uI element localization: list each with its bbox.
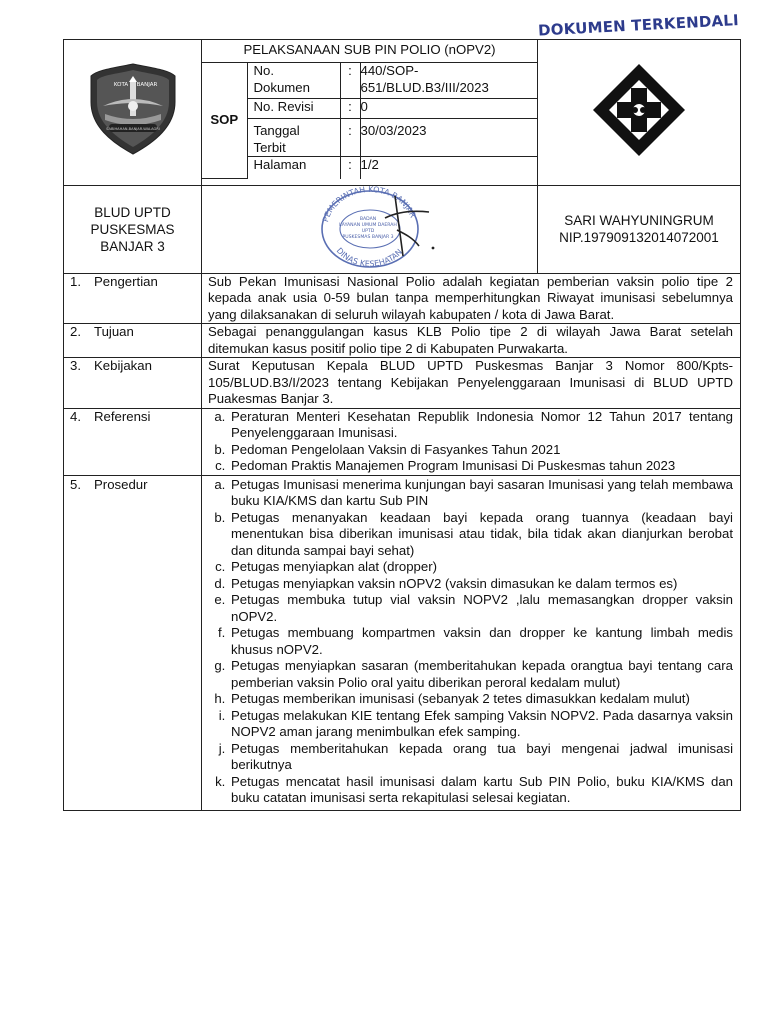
doc-number-label: No. Dokumen	[247, 63, 340, 99]
doc-number-value: 440/SOP-651/BLUD.B3/III/2023	[360, 63, 537, 99]
sop-table	[63, 39, 741, 811]
separator: :	[340, 157, 360, 179]
issue-date-label: Tanggal Terbit	[247, 119, 340, 157]
section-number: 3.	[70, 358, 81, 373]
svg-text:LAYANAN UMUM DAERAH: LAYANAN UMUM DAERAH	[338, 223, 397, 228]
procedure-list	[202, 477, 740, 807]
list-item: e. Petugas membuka tutup vial vaksin NOPV2 ,lalu memasangkan dropper vaksin nOPV2.	[229, 592, 733, 625]
city-emblem-logo	[83, 62, 183, 158]
section-text: Sebagai penanggulangan kasus KLB Polio tipe 2 di wilayah Jawa Barat setelah ditemukan kasus positif polio tipe 2 di Kabupaten Purwakarta.	[202, 324, 741, 358]
section-number: 4.	[70, 408, 81, 424]
list-item: b. Pedoman Pengelolaan Vaksin di Fasyankes Tahun 2021	[229, 442, 733, 459]
list-item: f. Petugas membuang kompartmen vaksin dan dropper ke kantung limbah medis khusus nOPV2.	[229, 625, 733, 658]
svg-text:BADAN: BADAN	[359, 217, 376, 222]
issue-date-value: 30/03/2023	[360, 119, 537, 157]
puskesmas-cross-logo	[589, 60, 689, 160]
section-number: 1.	[70, 273, 81, 289]
document-info-table	[202, 40, 537, 179]
svg-text:BANJAR: BANJAR	[136, 82, 157, 89]
sop-title: PELAKSANAAN SUB PIN POLIO (nOPV2)	[202, 40, 537, 63]
svg-text:KOTA: KOTA	[113, 82, 128, 89]
list-item: a. Petugas Imunisasi menerima kunjungan bayi sasaran Imunisasi yang telah membawa buku KIA/KMS dan kartu Sub PIN	[229, 477, 733, 510]
section-label: Referensi	[94, 408, 151, 424]
svg-text:PUSKESMAS BANJAR 3: PUSKESMAS BANJAR 3	[341, 235, 394, 240]
separator: :	[340, 99, 360, 119]
city-logo-cell	[64, 40, 202, 186]
reference-list	[202, 409, 740, 475]
section-label: Prosedur	[94, 476, 148, 492]
section-number: 5.	[70, 476, 81, 492]
controlled-document-watermark: DOKUMEN TERKENDALI	[537, 11, 740, 40]
section-label: Pengertian	[94, 273, 158, 289]
revision-label: No. Revisi	[247, 99, 340, 119]
section-label: Kebijakan	[94, 358, 152, 373]
sop-label: SOP	[202, 63, 247, 179]
list-item: i. Petugas melakukan KIE tentang Efek samping Vaksin NOPV2. Pada dasarnya vaksin NOPV2 aman jarang menimbulkan efek samping.	[229, 708, 733, 741]
svg-text:SABIHAHAN-BANJAR-WALAGRI: SABIHAHAN-BANJAR-WALAGRI	[105, 127, 160, 132]
list-item: c. Pedoman Praktis Manajemen Program Imunisasi Di Puskesmas tahun 2023	[229, 458, 733, 475]
health-logo-cell	[538, 40, 741, 186]
organization-name: BLUD UPTD PUSKESMAS BANJAR 3	[64, 186, 202, 274]
section-text: Surat Keputusan Kepala BLUD UPTD Puskesmas Banjar 3 Nomor 800/Kpts-105/BLUD.B3/I/2023 tentang Kebijakan Penyelenggaraan Imunisasi di BLUD UPTD Puakesmas Banjar 3.	[202, 358, 741, 409]
section-row-prosedur	[64, 475, 741, 810]
svg-text:DINAS KESEHATAN: DINAS KESEHATAN	[334, 246, 404, 268]
list-item: d. Petugas menyiapkan vaksin nOPV2 (vaksin dimasukan ke dalam termos es)	[229, 576, 733, 593]
signer-nip: NIP.197909132014072001	[559, 230, 719, 246]
separator: :	[340, 119, 360, 157]
list-item: k. Petugas mencatat hasil imunisasi dalam kartu Sub PIN Polio, buku KIA/KMS dan buku catatan imunisasi serta rekapitulasi selesai kegiatan.	[229, 774, 733, 807]
section-row-referensi	[64, 408, 741, 475]
revision-value: 0	[360, 99, 537, 119]
section-row-tujuan	[64, 324, 741, 358]
svg-text:UPTD: UPTD	[361, 229, 374, 234]
section-label: Tujuan	[94, 324, 134, 339]
list-item: c. Petugas menyiapkan alat (dropper)	[229, 559, 733, 576]
list-item: h. Petugas memberikan imunisasi (sebanyak 2 tetes dimasukkan kedalam mulut)	[229, 691, 733, 708]
section-number: 2.	[70, 324, 81, 339]
section-row-pengertian	[64, 273, 741, 324]
section-text: Sub Pekan Imunisasi Nasional Polio adalah kegiatan pemberian vaksin polio tipe 2 kepada anak usia 0-59 bulan tanpa memperhitungkan Riwayat imunisasi sebelumnya yang dilaksanakan di seluruh wilayah kabupaten / kota di Jawa Barat.	[202, 273, 741, 324]
official-stamp-with-signature	[305, 186, 435, 268]
signer-name: SARI WAHYUNINGRUM	[564, 213, 714, 229]
list-item: j. Petugas memberitahukan kepada orang tua bayi mengenai jadwal imunisasi berikutnya	[229, 741, 733, 774]
stamp-cell	[202, 186, 538, 274]
list-item: b. Petugas menanyakan keadaan bayi kepada orang tuannya (keadaan bayi menentukan bisa diberikan imunisasi atau tidak, bila tidak akan dianjurkan berobat dan ditunda sampai bayi sehat)	[229, 510, 733, 560]
svg-text:PEMERINTAH KOTA BANJAR: PEMERINTAH KOTA BANJAR	[320, 186, 417, 224]
list-item: a. Peraturan Menteri Kesehatan Republik Indonesia Nomor 12 Tahun 2017 tentang Penyelenggaraan Imunisasi.	[229, 409, 733, 442]
section-row-kebijakan	[64, 358, 741, 409]
separator: :	[340, 63, 360, 99]
page-value: 1/2	[360, 157, 537, 179]
page-label: Halaman	[247, 157, 340, 179]
list-item: g. Petugas menyiapkan sasaran (memberitahukan kepada orangtua bayi tentang cara pemberian vaksin Polio oral yaitu diberikan peroral kedalam mulut)	[229, 658, 733, 691]
